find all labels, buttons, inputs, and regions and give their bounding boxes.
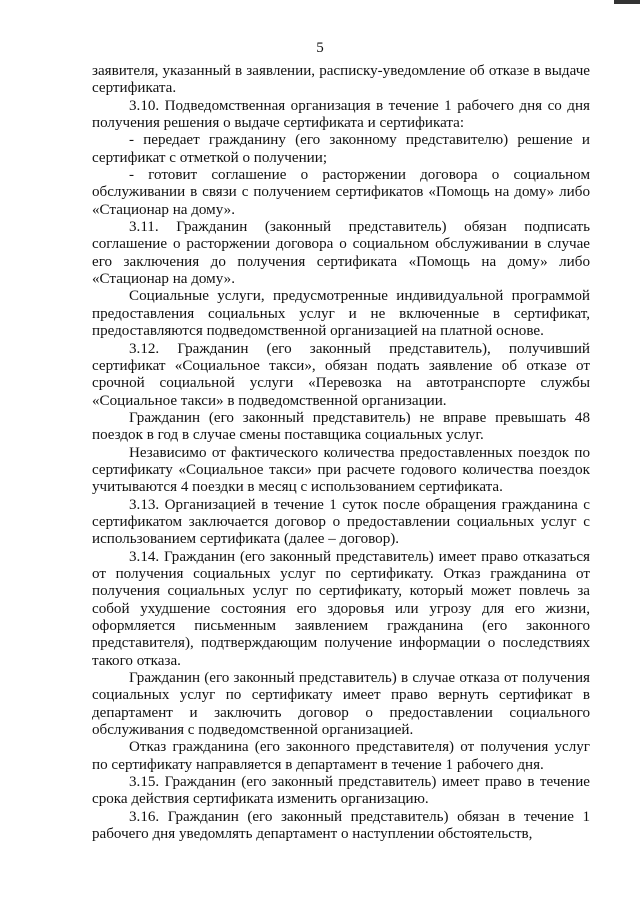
scan-mark — [614, 0, 640, 4]
list-item-transfer: - передает гражданину (его законному представителю) решение и сертификат с отметкой о получении; — [92, 132, 590, 166]
paragraph-3-13: 3.13. Организацией в течение 1 суток после обращения гражданина с сертификатом заключается договор о предоставлении социальных услуг с использованием сертификата (далее – договор). — [92, 496, 590, 548]
page-number: 5 — [316, 40, 324, 56]
list-item-prepare: - готовит соглашение о расторжении договора о социальном обслуживании в связи с получением сертификатов «Помощь на дому» либо «Стационар на дому». — [92, 167, 590, 218]
paragraph-return-certificate: Гражданин (его законный представитель) в случае отказа от получения социальных услуг по сертификату имеет право вернуть сертификат в департамент и заключить договор о предоставлении социального обслуживания с подведомственной организацией. — [92, 670, 590, 739]
paragraph-trip-count: Независимо от фактического количества предоставленных поездок по сертификату «Социальное такси» при расчете годового количества поездок учитываются 4 поездки в месяц с использованием сертификата. — [92, 444, 590, 496]
paragraph-3-15: 3.15. Гражданин (его законный представитель) имеет право в течение срока действия сертификата изменить организацию. — [92, 774, 590, 808]
paragraph-3-12: 3.12. Гражданин (его законный представитель), получивший сертификат «Социальное такси», обязан подать заявление об отказе от срочной социальной услуги «Перевозка на автотранспорте службы «Социальное такси» в подведомственной организации. — [92, 340, 590, 409]
paragraph-3-16: 3.16. Гражданин (его законный представитель) обязан в течение 1 рабочего дня уведомлять департамент о наступлении обстоятельств, — [92, 808, 590, 843]
paragraph-3-11: 3.11. Гражданин (законный представитель) обязан подписать соглашение о расторжении договора о социальном обслуживании в случае его заключения до получения сертификата «Помощь на дому» либо «Стационар на дому». — [92, 219, 590, 288]
paragraph-trip-limit: Гражданин (его законный представитель) не вправе превышать 48 поездок в год в случае смены поставщика социальных услуг. — [92, 409, 590, 444]
paragraph-paid-services: Социальные услуги, предусмотренные индивидуальной программой предоставления социальных услуг и не включенные в сертификат, предоставляются подведомственной организацией на платной основе. — [92, 288, 590, 340]
paragraph-3-10: 3.10. Подведомственная организация в течение 1 рабочего дня со дня получения решения о выдаче сертификата и сертификата: — [92, 97, 590, 132]
paragraph-refusal-sent: Отказ гражданина (его законного представителя) от получения услуг по сертификату направляется в департамент в течение 1 рабочего дня. — [92, 739, 590, 773]
paragraph-3-14: 3.14. Гражданин (его законный представитель) имеет право отказаться от получения социальных услуг по сертификату. Отказ гражданина от получения социальных услуг по сертификату, который может повлечь за собой ухудшение состояния его здоровья или угрозу для его жизни, оформляется письменным заявлением гражданина (его законного представителя), подтверждающим получение информации о последствиях такого отказа. — [92, 548, 590, 669]
paragraph-continuation: заявителя, указанный в заявлении, расписку-уведомление об отказе в выдаче сертификата. — [92, 63, 590, 97]
document-body — [92, 63, 590, 843]
